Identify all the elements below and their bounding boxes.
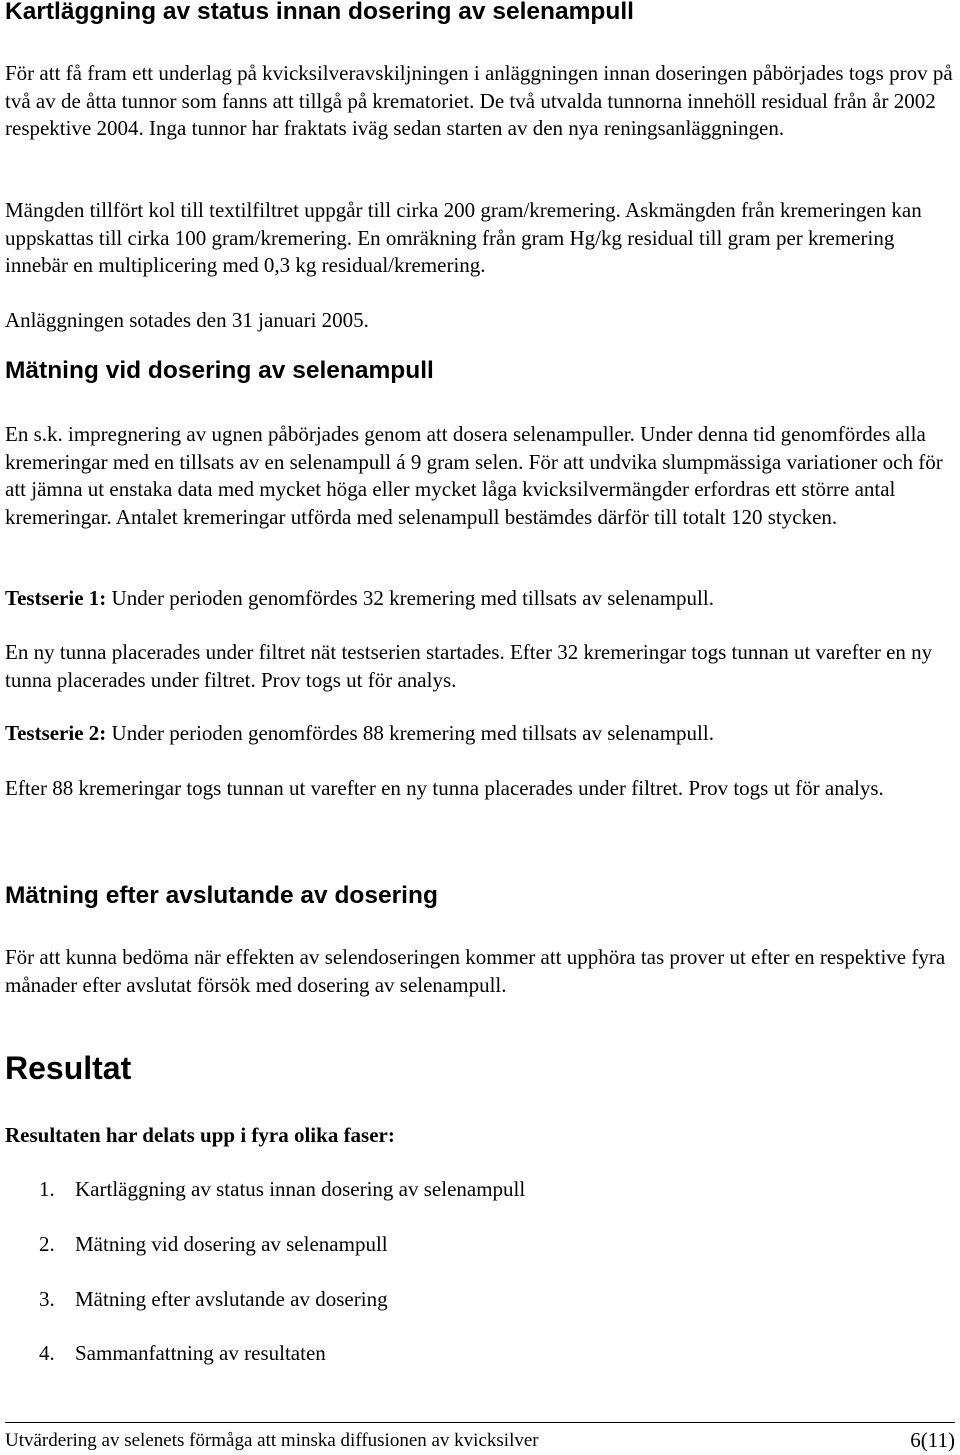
testserie-1-label: Testserie 1: (5, 586, 107, 610)
section-heading-kartlaggning: Kartläggning av status innan dosering av selenampull (5, 0, 634, 25)
paragraph-matning-efter: För att kunna bedöma när effekten av selendoseringen kommer att upphöra tas prover ut efter en respektive fyra månader efter avslutat försök med dosering av selenampull. (5, 945, 946, 997)
section-heading-resultat: Resultat (5, 1050, 132, 1086)
list-item (39, 1231, 388, 1258)
list-item-number: 2. (39, 1232, 55, 1256)
section-heading-matning-vid-dosering: Mätning vid dosering av selenampull (5, 357, 434, 384)
resultat-subheading: Resultaten har delats upp i fyra olika faser: (5, 1123, 395, 1147)
list-item-number: 4. (39, 1341, 55, 1365)
list-item-text: Mätning efter avslutande av dosering (75, 1287, 388, 1311)
list-item (39, 1340, 326, 1367)
document-page (5, 0, 955, 1455)
footer-page-number: 6(11) (910, 1428, 955, 1452)
testserie-2-text: Under perioden genomfördes 88 kremering med tillsats av selenampull. (106, 721, 714, 745)
paragraph-kartlaggning-intro: För att få fram ett underlag på kvicksilveravskiljningen i anläggningen innan doseringen påbörjades togs prov på två av de åtta tunnor som fanns att tillgå på krematoriet. De två utvalda tunnorna innehöll residual från år 2002 respektive 2004. Inga tunnor har fraktats iväg sedan starten av den nya reningsanläggningen. (5, 61, 953, 140)
footer-document-title: Utvärdering av selenets förmåga att minska diffusionen av kvicksilver (5, 1430, 539, 1451)
paragraph-testserie-2 (5, 720, 955, 748)
list-item-text: Sammanfattning av resultaten (75, 1341, 326, 1365)
list-item (39, 1176, 525, 1203)
list-item-text: Kartläggning av status innan dosering av selenampull (75, 1177, 526, 1201)
paragraph-ny-tunna: En ny tunna placerades under filtret nät testserien startades. Efter 32 kremeringar togs tunnan ut varefter en ny tunna placerades under filtret. Prov togs ut för analys. (5, 640, 933, 692)
paragraph-sotning-datum: Anläggningen sotades den 31 januari 2005. (5, 308, 369, 332)
paragraph-efter-88: Efter 88 kremeringar togs tunnan ut varefter en ny tunna placerades under filtret. Prov togs ut för analys. (5, 776, 884, 800)
paragraph-kol-mangd: Mängden tillfört kol till textilfiltret uppgår till cirka 200 gram/kremering. Askmängden från kremeringen kan uppskattas till cirka 100 gram/kremering. En omräkning från gram Hg/kg residual till gram per kremering innebär en multiplicering med 0,3 kg residual/kremering. (5, 198, 922, 277)
paragraph-impregnering: En s.k. impregnering av ugnen påbörjades genom att dosera selenampuller. Under denna tid genomfördes alla kremeringar med en tillsats av en selenampull á 9 gram selen. För att undvika slumpmässiga variationer och för att jämna ut enstaka data med mycket höga eller mycket låga kvicksilvermängder erfordras ett större antal kremeringar. Antalet kremeringar utförda med selenampull bestämdes därför till totalt 120 stycken. (5, 422, 943, 529)
list-item-number: 3. (39, 1287, 55, 1311)
paragraph-testserie-1 (5, 585, 955, 613)
list-item (39, 1286, 388, 1313)
testserie-1-text: Under perioden genomfördes 32 kremering med tillsats av selenampull. (106, 586, 714, 610)
testserie-2-label: Testserie 2: (5, 721, 107, 745)
list-item-text: Mätning vid dosering av selenampull (75, 1232, 388, 1256)
list-item-number: 1. (39, 1177, 55, 1201)
section-heading-matning-efter: Mätning efter avslutande av dosering (5, 882, 438, 909)
footer-divider (5, 1422, 955, 1423)
